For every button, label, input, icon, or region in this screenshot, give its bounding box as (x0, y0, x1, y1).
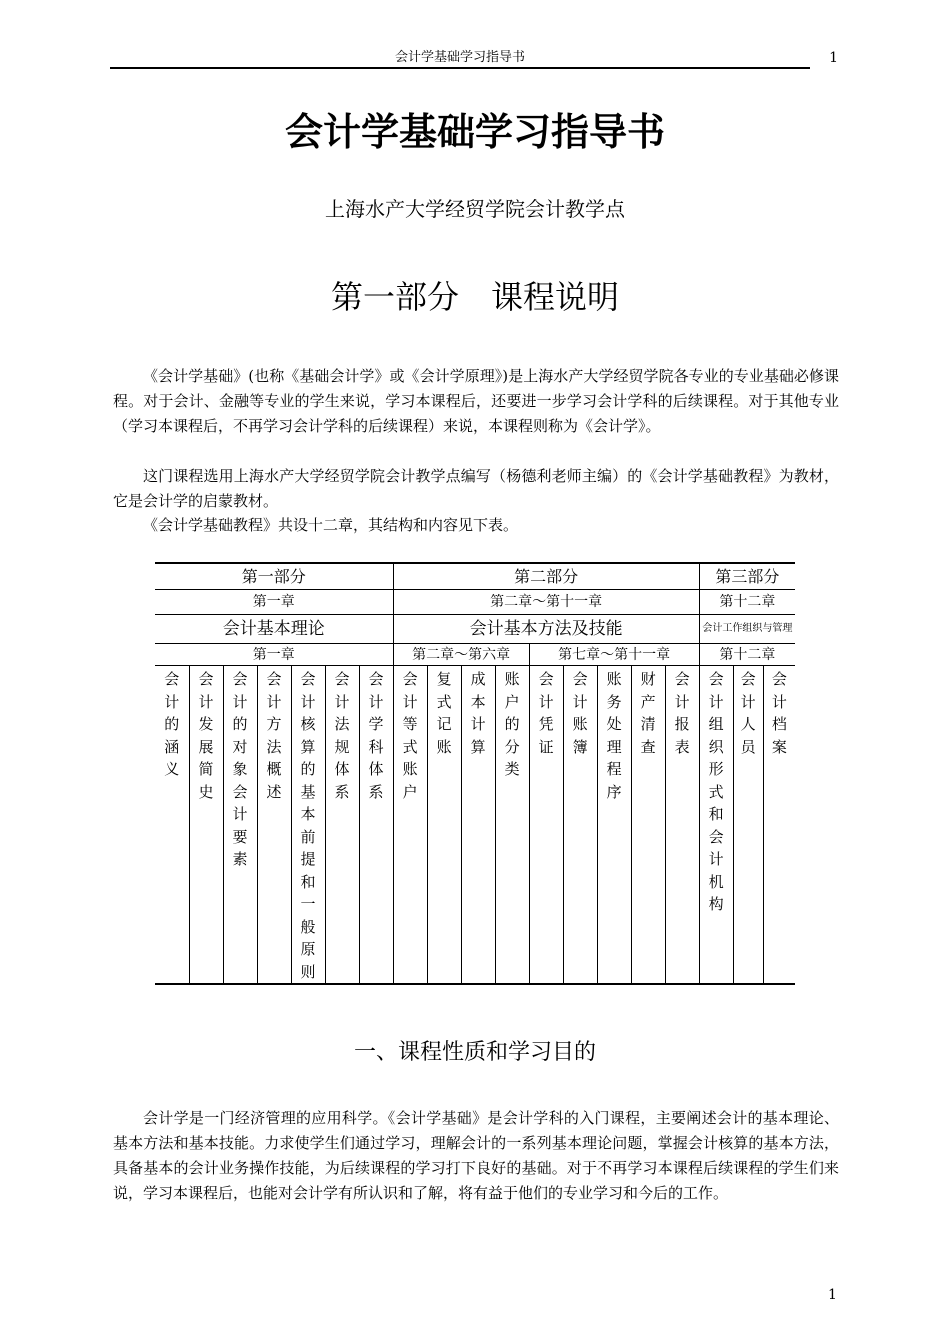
topic-text: 会计发展简史 (198, 670, 214, 801)
topic-cell (393, 666, 433, 985)
footer-page-number: 1 (828, 1287, 837, 1303)
header-page-number: 1 (829, 50, 838, 66)
page-header (110, 48, 838, 68)
topics-row (155, 666, 795, 985)
section-title: 一、课程性质和学习目的 (353, 1040, 596, 1065)
header-title: 会计学基础学习指导书 (394, 50, 525, 65)
topic-text: 会计核算的基本前提和一般原则 (300, 670, 316, 981)
topic-cell (461, 666, 495, 985)
topic-cell (325, 666, 359, 985)
topic-text: 会计的涵义 (164, 670, 180, 778)
part-cell: 第一部分 (155, 563, 393, 590)
chapter-cell: 第二章～第十一章 (393, 590, 699, 615)
topic-cell (257, 666, 291, 985)
topic-text: 会计人员 (740, 670, 756, 756)
header-rule (110, 67, 810, 69)
sub-chapter-cell: 第二章～第六章 (393, 644, 529, 666)
sub-chapter-cell: 第十二章 (699, 644, 795, 666)
topic-cell (597, 666, 631, 985)
topic-text: 账户的分类 (504, 670, 520, 778)
section-paragraph: 会计学是一门经济管理的应用科学。《会计学基础》是会计学科的入门课程，主要阐述会计的基本理论、基本方法和基本技能。力求使学生们通过学习，理解会计的一系列基本理论问题，掌握会计核算的基本方法，具备基本的会计业务操作技能，为后续课程的学习打下良好的基础。对于不再学习本课程后续课程的学生们来说，学习本课程后，也能对会计学有所认识和了解，将有益于他们的专业学习和今后的工作。 (113, 1109, 839, 1202)
topic-text: 会计的对象 会计要素 (232, 670, 263, 868)
topic-cell (529, 666, 563, 985)
document-subtitle: 上海水产大学经贸学院会计教学点 (325, 197, 625, 221)
topic-text: 会计法规体系 (334, 670, 350, 801)
areas-row (155, 615, 795, 644)
topic-cell (223, 666, 263, 985)
topic-cell (763, 666, 795, 985)
topic-cell (427, 666, 461, 985)
topic-cell (631, 666, 665, 985)
topic-text: 会计等式 账户 (402, 670, 433, 801)
topic-cell (733, 666, 763, 985)
topic-text: 账务处理程序 (606, 670, 622, 801)
area-cell: 会计工作组织与管理 (699, 615, 795, 644)
topic-text: 复式记账 (436, 670, 452, 756)
document-title: 会计学基础学习指导书 (284, 110, 665, 154)
topic-cell (155, 666, 189, 985)
area-cell: 会计基本理论 (155, 615, 393, 644)
topic-cell (665, 666, 699, 985)
part-title: 第一部分 课程说明 (330, 278, 619, 316)
topic-cell (359, 666, 393, 985)
topic-text: 会计学科体系 (368, 670, 384, 801)
topic-text: 会计组织形式和会计机构 (708, 670, 724, 913)
topic-cell (563, 666, 597, 985)
topic-text: 成本计算 (470, 670, 486, 756)
sub-chapter-cell: 第一章 (155, 644, 393, 666)
intro-paragraph-3: 《会计学基础教程》共设十二章，其结构和内容见下表。 (143, 516, 519, 534)
topic-text: 会计账簿 (572, 670, 588, 756)
topic-text: 财产清查 (640, 670, 656, 756)
sub-chapters-row (155, 644, 795, 666)
topic-text: 会计凭证 (538, 670, 554, 756)
course-structure-table (155, 562, 795, 985)
sub-chapter-cell: 第七章～第十一章 (529, 644, 699, 666)
topic-cell (699, 666, 733, 985)
parts-row (155, 563, 795, 590)
part-cell: 第二部分 (393, 563, 699, 590)
chapter-cell: 第十二章 (699, 590, 795, 615)
intro-paragraph-1: 《会计学基础》(也称《基础会计学》或《会计学原理》)是上海水产大学经贸学院各专业的专业基础必修课程。对于会计、金融等专业的学生来说，学习本课程后，还要进一步学习会计学科的后续课程。对于其他专业（学习本课程后，不再学习会计学科的后续课程）来说，本课程则称为《会计学》。 (113, 367, 839, 435)
topic-cell (189, 666, 223, 985)
part-cell: 第三部分 (699, 563, 795, 590)
topic-text: 会计档案 (771, 670, 787, 756)
chapter-cell: 第一章 (155, 590, 393, 615)
topic-cell (495, 666, 529, 985)
area-cell: 会计基本方法及技能 (393, 615, 699, 644)
topic-cell (291, 666, 325, 985)
topic-text: 会计方法概述 (266, 670, 282, 801)
topic-text: 会计报表 (674, 670, 690, 756)
chapters-row (155, 590, 795, 615)
intro-paragraph-2: 这门课程选用上海水产大学经贸学院会计教学点编写（杨德利老师主编）的《会计学基础教程》为教材，它是会计学的启蒙教材。 (113, 467, 839, 510)
